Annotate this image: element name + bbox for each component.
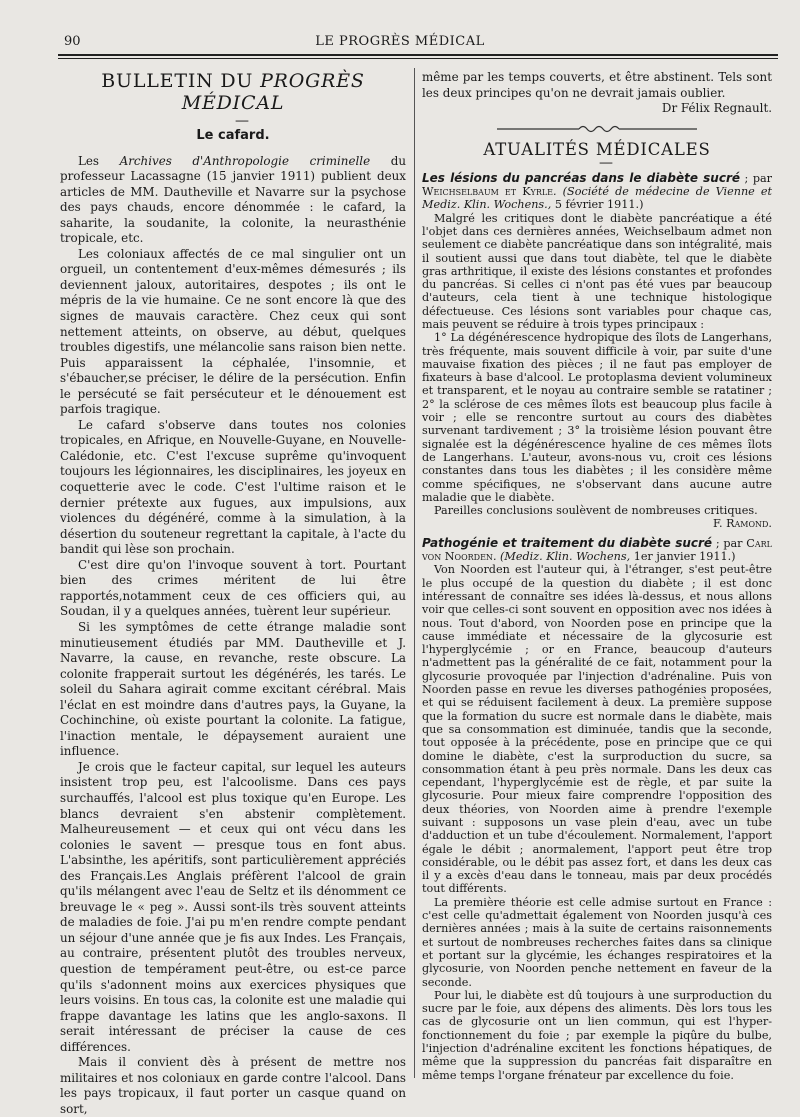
article-source: . (Mediz. Klin. Wochens,: [492, 550, 631, 564]
text-run: ; par: [740, 171, 773, 185]
paragraph: Pareilles conclusions soulèvent de nombreuses critiques.: [434, 504, 758, 518]
text-run: du professeur Lacassagne (15 janvier 1911) publient deux articles de MM. Dautheville et Navarre sur la psychose des pays chauds, encore dénommée : le cafard, la saharite, la soudanite, la colonite, la neurasthénie tropicale, etc.: [60, 153, 406, 246]
paragraph: 1° La dégénérescence hydropique des îlots de Langerhans, très fréquente, mais souvent difficile à voir, par suite d'une mauvaise fixation des pièces ; il ne faut pas employer de fixateurs à base d'alcool. Le protoplasma devient volumineux et transparent, et le noyau au contraire semble se ratatiner ; 2° la sclérose de ces mêmes îlots est beaucoup plus facile à voir ; elle se rencontre surtout au cours des diabètes survenant tardivement ; 3° la troisième lésion pouvant être signalée est la dégénérescence hyaline de ces mêmes îlots de Langerhans. L'auteur, avons-nous vu, croit ces lésions constantes dans tous les diabètes ; il les considère même comme spécifiques, ne s'observant dans aucune autre maladie que le diabète.: [422, 331, 772, 504]
article-title: Les lésions du pancréas dans le diabète sucré: [422, 170, 741, 185]
left-column: [60, 70, 406, 1117]
text-run: 5 février 1911.): [551, 198, 644, 212]
journal-title: Archives d'Anthropologie criminelle: [119, 153, 371, 168]
bulletin-heading: [60, 70, 406, 114]
paragraph: C'est dire qu'on l'invoque souvent à tort. Pourtant bien des crimes méritent de lui être rapportés,notamment ceux de ces officiers qui, au Soudan, il y a quelques années, tuèrent leur supérieur.: [60, 557, 406, 619]
paragraph: Pour lui, le diabète est dû toujours à une surproduction du sucre par le foie, aux dépens des aliments. Dès lors tous les cas de glycosurie ont un lien commun, qui est l'hyper-fonctionnement du foie ; par exemple la piqûre du bulbe, l'injection d'adrénaline excitent les fonctions hépatiques, de même que la suppression du pancréas fait disparaître en même temps l'organe frénateur par excellence du foie.: [422, 988, 772, 1082]
paragraph: La première théorie est celle admise surtout en France : c'est celle qu'admettait également von Noorden jusqu'à ces dernières années ; mais à la suite de certains raisonnements et surtout de nombreuses recherches faites dans sa clinique et portant sur la glycémie, les échanges respiratoires et la glycosurie, von Noorden penche nettement en faveur de la seconde.: [422, 895, 772, 989]
heading-dash: —: [599, 154, 613, 171]
bulletin-heading-italic: PROGRÈS MÉDICAL: [181, 70, 365, 114]
paragraph: Si les symptômes de cette étrange maladie sont minutieusement étudiés par MM. Dautheville et J. Navarre, la cause, en revanche, reste obscure. La colonite frapperait surtout les dégénérés, les tarés. Le soleil du Sahara agirait comme excitant cérébral. Mais l'éclat en est moindre dans d'autres pays, la Guyane, la Cochinchine, où existe pourtant la colonite. La fatigue, l'inaction mentale, le dépaysement auraient une influence.: [60, 619, 406, 759]
text-run: 1er janvier 1911.): [630, 550, 736, 564]
paragraph: Mais il convient dès à présent de mettre nos militaires et nos coloniaux en garde contre l'alcool. Dans les pays tropicaux, il faut porter un casque quand on sort,: [60, 1055, 406, 1116]
article-signature: F. Ramond.: [712, 517, 772, 531]
article-subheading: Le cafard.: [196, 128, 270, 143]
paragraph: Malgré les critiques dont le diabète pancréatique a été l'objet dans ces dernières années, Weichselbaum admet non seulement ce diabète pancréatique dans son intégralité, mais il soutient aussi que dans tout diabète, tel que le diabète gras arthritique, il existe des lésions constantes et profondes du pancréas. Si celles ci n'ont pas été vues par beaucoup d'auteurs, cela tient à une technique histologique défectueuse. Ces lésions sont variables pour chaque cas, mais peuvent se réduire à trois types principaux :: [422, 211, 772, 331]
article-source: . (Société de médecine de Vienne et Mediz. Klin. Wochens.,: [422, 185, 772, 212]
column-divider: [414, 68, 415, 1078]
article-header: [422, 172, 772, 212]
right-column: [422, 70, 772, 1082]
paragraph: Je crois que le facteur capital, sur lequel les auteurs insistent trop peu, est l'alcoolisme. Dans ces pays surchauffés, l'alcool est plus toxique qu'en Europe. Les blancs devraient s'en abstenir complètement. Malheureusement — et ceux qui ont vécu dans les colonies le savent — presque tous en font abus. L'absinthe, les apéritifs, sont particulièrement appréciés des Français.Les Anglais préfèrent l'alcool de grain qu'ils mélangent avec l'eau de Seltz et ils dénomment ce breuvage le « peg ». Aussi sont-ils très souvent atteints de maladies de foie. J'ai pu m'en rendre compte pendant un séjour d'une année que je fis aux Indes. Les Français, au contraire, présentent plutôt des troubles nerveux, question de tempérament peut-être, ou est-ce parce qu'ils s'adonnent moins aux exercices physiques que leurs voisins. En tous cas, la colonite est une maladie qui frappe davantage les latins que les anglo-saxons. Il serait intéressant de préciser la cause de ces différences.: [60, 759, 406, 1054]
section-heading: ATUALITÉS MÉDICALES: [483, 140, 711, 160]
article-authors: Weichselbaum et Kyrle: [422, 185, 554, 199]
article-pancreas: [422, 172, 772, 531]
running-title: LE PROGRÈS MÉDICAL: [315, 34, 485, 49]
ornament-divider: [422, 123, 772, 139]
article-diabete: [422, 537, 772, 1082]
signature: Dr Félix Regnault.: [661, 101, 772, 116]
bulletin-heading-plain: BULLETIN DU: [101, 70, 261, 92]
paragraph: [60, 154, 406, 247]
heading-dash: —: [235, 113, 249, 129]
article-title: Pathogénie et traitement du diabète sucré: [422, 535, 713, 550]
paragraph-continued: même par les temps couverts, et être abstinent. Tels sont les deux principes qu'on ne devrait jamais oublier.: [422, 70, 772, 100]
paragraph: Le cafard s'observe dans toutes nos colonies tropicales, en Afrique, en Nouvelle-Guyane, en Nouvelle-Calédonie, etc. C'est l'excuse suprême qu'invoquent toujours les légionnaires, les disciplinaires, les joyeux en coquetterie avec le code. C'est l'ultime raison et le dernier prétexte aux fugues, aux impulsions, aux violences du dégénéré, comme à la simulation, à la désertion du souteneur regrettant la capitale, à l'acte du bandit qui lèse son prochain.: [60, 417, 406, 557]
page-number: 90: [64, 34, 81, 49]
header-rule-thin: [58, 58, 778, 59]
paragraph: Les coloniaux affectés de ce mal singulier ont un orgueil, un contentement d'eux-mêmes démesurés ; ils deviennent jaloux, autoritaires, despotes ; ils ont le mépris de la vie humaine. Ce ne sont encore là que des signes de mauvais caractère. Chez ceux qui sont nettement atteints, on observe, au début, quelques troubles digestifs, une mélancolie sans raison bien nette. Puis apparaissent la céphalée, l'insomnie, et s'ébaucher,se préciser, le délire de la persécution. Enfin le persécuté se fait persécuteur et le dénouement est parfois tragique.: [60, 246, 406, 417]
article-header: [422, 537, 772, 564]
text-run: Les: [78, 153, 120, 168]
paragraph: Von Noorden est l'auteur qui, à l'étranger, s'est peut-être le plus occupé de la question du diabète ; il est donc intéressant de connaître ses idées là-dessus, et nous allons voir que celles-ci sont souvent en opposition avec nos idées à nous. Tout d'abord, von Noorden pose en principe que la cause immédiate et nécessaire de la glycosurie est l'hyperglycémie ; or en France, beaucoup d'auteurs n'admettent pas la généralité de ce fait, notamment pour la glycosurie provoquée par l'injection d'adrénaline. Puis von Noorden passe en revue les diverses pathogénies proposées, et qui se réduisent facilement à deux. La première suppose que la formation du sucre est normale dans le diabète, mais que sa consommation est diminuée, tandis que la seconde, tout opposée à la précédente, pose en principe que ce qui domine le diabète, c'est la surproduction du sucre, sa consommation étant à peu près normale. Dans les deux cas cependant, l'hyperglycémie est de règle, et par suite la glycosurie. Pour mieux faire comprendre l'opposition des deux théories, von Noorden aime à prendre l'exemple suivant : supposons un vase plein d'eau, avec un tube d'adduction et un tube d'écoulement. Normalement, l'apport égale le débit ; anormalement, l'apport peut être trop considérable, ou le débit pas assez fort, et dans les deux cas il y a excès d'eau dans le tonneau, mais par deux procédés tout différents.: [422, 563, 772, 896]
ornament-line-icon: [497, 124, 697, 134]
article-authors: Carl von Noorden: [422, 536, 772, 564]
page-header: [0, 0, 800, 60]
text-run: ; par: [712, 536, 747, 550]
header-rule: [58, 54, 778, 56]
